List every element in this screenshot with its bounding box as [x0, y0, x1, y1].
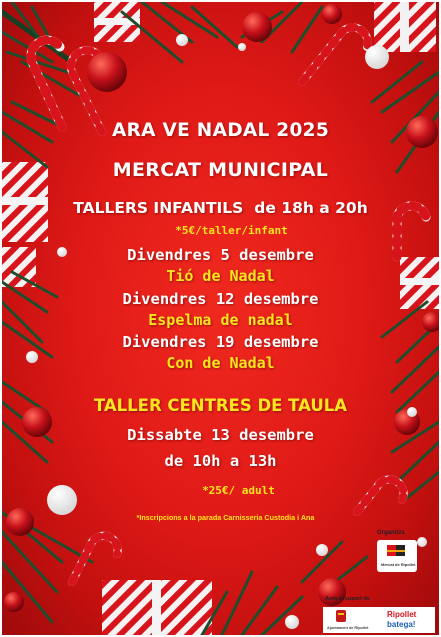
workshops-heading: TALLERS INFANTILS [73, 199, 244, 217]
workshops-time: de 18h a 20h [254, 199, 368, 217]
council-crest-icon [333, 609, 349, 625]
centerpiece-time: de 10h a 13h [164, 452, 277, 470]
support-logos [323, 607, 435, 633]
organizer-name: Mercat de Ripollet [381, 562, 416, 567]
support-label: Amb el suport de [325, 596, 370, 602]
venue-title: MERCAT MUNICIPAL [112, 159, 329, 181]
organizer-label: Organitza [377, 530, 405, 536]
centerpiece-heading: TALLER CENTRES DE TAULA [93, 396, 348, 415]
christmas-poster [2, 2, 439, 635]
session-2-date: Divendres 12 desembre [122, 290, 319, 308]
session-3-date: Divendres 19 desembre [122, 333, 319, 351]
centerpiece-price: *25€/ adult [202, 484, 275, 497]
gift-box-top-right [374, 2, 436, 52]
poster-title: ARA VE NADAL 2025 [111, 120, 329, 141]
workshops-price: *5€/taller/infant [175, 224, 288, 237]
council-name: Ajuntament de Ripollet [327, 626, 369, 630]
session-1-topic: Tió de Nadal [166, 267, 275, 285]
market-logo-icon [377, 540, 417, 572]
footer-logos [319, 508, 439, 635]
centerpiece-date: Dissabte 13 desembre [127, 426, 314, 444]
gift-box-bottom [102, 580, 212, 635]
brand-line-2: batega! [387, 620, 416, 629]
brand-line-1: Ripollet [387, 610, 417, 619]
workshops-heading-line [2, 199, 439, 217]
organizer-logo [377, 540, 417, 572]
session-2-topic: Espelma de nadal [148, 311, 293, 329]
inscriptions-note: *Inscripcions a la parada Carnisseria Custodia i Ana [136, 513, 315, 522]
session-3-topic: Con de Nadal [166, 354, 275, 372]
session-1-date: Divendres 5 desembre [127, 246, 314, 264]
